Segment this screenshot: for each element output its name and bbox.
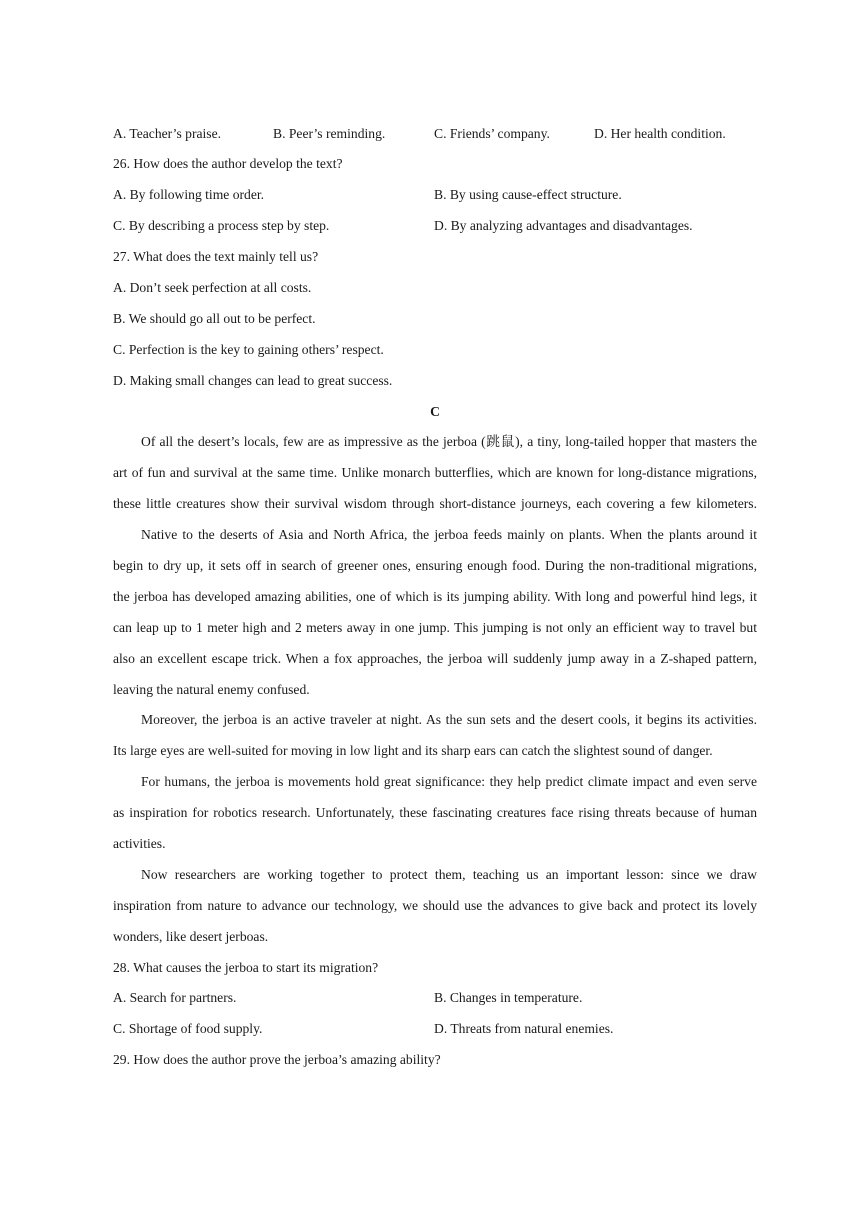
q25-option-a: A. Teacher’s praise. [113,125,222,141]
q28-options-row-1 [113,983,757,1014]
paragraph-2 [113,520,757,705]
passage-line: leaving the natural enemy confused. [113,681,310,697]
passage-line: Of all the desert’s locals, few are as impressive as the jerboa (跳鼠), a tiny, long-tailed hopper that masters the [141,434,757,450]
passage-line: these little creatures show their survival wisdom through short-distance journeys, each covering a few kilometers. [113,496,757,512]
passage-line: can leap up to 1 meter high and 2 meters away in one jump. This jumping is not only an efficient way to travel but [113,619,757,635]
q26-option-a: A. By following time order. [113,187,265,203]
passage-line: activities. [113,835,166,851]
paragraph-1 [113,427,757,520]
paragraph-4 [113,767,757,860]
q28-option-a: A. Search for partners. [113,990,237,1006]
q26-options-row-2 [113,211,757,242]
passage-line: wonders, like desert jerboas. [113,928,269,944]
q28-option-c: C. Shortage of food supply. [113,1021,263,1037]
q26-option-c: C. By describing a process step by step. [113,218,330,234]
q28-option-b: B. Changes in temperature. [434,990,583,1006]
passage-line: the jerboa has developed amazing abilities, one of which is its jumping ability. With long and powerful hind legs, it [113,588,757,604]
passage-line: as inspiration for robotics research. Unfortunately, these fascinating creatures face rising threats because of human [113,805,757,821]
paragraph-5 [113,860,757,953]
q28-option-d: D. Threats from natural enemies. [434,1021,614,1037]
passage-line: Now researchers are working together to protect them, teaching us an important lesson: since we draw [141,866,757,882]
q27-option-d: D. Making small changes can lead to great success. [113,372,393,388]
q29-stem: 29. How does the author prove the jerboa’s amazing ability? [113,1052,441,1068]
q27-option-a: A. Don’t seek perfection at all costs. [113,279,312,295]
passage-line: Native to the deserts of Asia and North Africa, the jerboa feeds mainly on plants. When the plants around it [141,527,757,543]
q27-option-b: B. We should go all out to be perfect. [113,310,316,326]
q25-options-row [113,119,757,150]
passage-line: also an excellent escape trick. When a fox approaches, the jerboa will suddenly jump away in a Z-shaped pattern, [113,650,757,666]
q27-stem: 27. What does the text mainly tell us? [113,249,319,265]
q25-option-d: D. Her health condition. [594,125,726,141]
q25-option-c: C. Friends’ company. [434,125,550,141]
paragraph-3 [113,705,757,767]
q26-stem: 26. How does the author develop the text? [113,156,343,172]
page-content [113,119,757,1077]
passage-line: begin to dry up, it sets off in search of greener ones, ensuring enough food. During the non-traditional migrations, [113,557,757,573]
passage-line: Moreover, the jerboa is an active traveler at night. As the sun sets and the desert cools, it begins its activities. [141,712,757,728]
q28-stem: 28. What causes the jerboa to start its migration? [113,959,379,975]
q25-option-b: B. Peer’s reminding. [273,125,386,141]
q27-option-c: C. Perfection is the key to gaining others’ respect. [113,341,384,357]
q26-option-b: B. By using cause-effect structure. [434,187,622,203]
q28-options-row-2 [113,1014,757,1045]
section-heading: C [430,403,440,419]
q26-options-row-1 [113,180,757,211]
passage-line: For humans, the jerboa is movements hold great significance: they help predict climate impact and even serve [141,774,757,790]
q26-option-d: D. By analyzing advantages and disadvantages. [434,218,693,234]
passage-line: art of fun and survival at the same time. Unlike monarch butterflies, which are known for long-distance migrations, [113,465,757,481]
passage-line: Its large eyes are well-suited for moving in low light and its sharp ears can catch the slightest sound of danger. [113,743,713,759]
passage-line: inspiration from nature to advance our technology, we should use the advances to give back and protect its lovely [113,897,757,913]
